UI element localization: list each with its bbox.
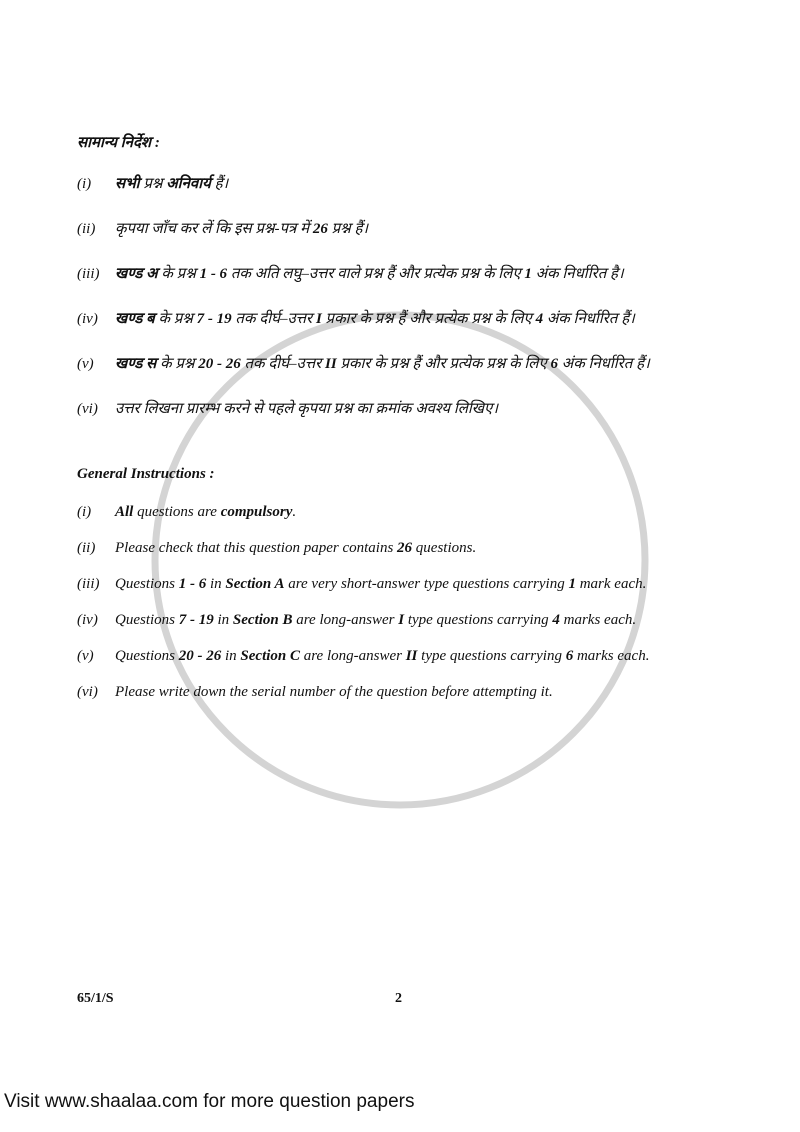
text-segment: Please check that this question paper contains bbox=[115, 540, 398, 556]
emphasis-text: 20 - 26 bbox=[178, 648, 222, 664]
item-number: (iii) bbox=[77, 266, 100, 282]
emphasis-text: II bbox=[405, 648, 418, 664]
instruction-item bbox=[77, 644, 729, 668]
emphasis-text: 7 - 19 bbox=[196, 311, 232, 327]
text-segment: प्रश्न हैं। bbox=[327, 221, 369, 237]
emphasis-text: 26 bbox=[397, 540, 413, 556]
text-segment: questions. bbox=[412, 540, 477, 556]
item-text bbox=[115, 644, 729, 668]
item-text bbox=[115, 500, 729, 524]
emphasis-text: II bbox=[325, 356, 337, 372]
item-text bbox=[115, 169, 729, 199]
page-content bbox=[77, 133, 729, 990]
text-segment: तक दीर्घ–उत्तर bbox=[231, 311, 316, 327]
item-number: (ii) bbox=[77, 540, 96, 556]
item-text bbox=[115, 608, 729, 632]
text-segment: के प्रश्न bbox=[157, 266, 200, 282]
text-segment: Please write down the serial number of the question before attempting it. bbox=[115, 684, 553, 700]
item-number: (i) bbox=[77, 176, 92, 192]
text-segment: अंक निर्धारित हैं। bbox=[557, 356, 650, 372]
emphasis-text: खण्ड ब bbox=[115, 311, 155, 327]
text-segment: प्रश्न bbox=[139, 176, 167, 192]
item-text bbox=[115, 394, 729, 424]
emphasis-text: Section A bbox=[225, 576, 285, 592]
emphasis-text: I bbox=[315, 311, 322, 327]
text-segment: mark each. bbox=[575, 576, 647, 592]
item-text bbox=[115, 214, 729, 244]
item-text bbox=[115, 304, 729, 334]
instruction-item bbox=[77, 500, 729, 524]
hindi-instructions bbox=[77, 169, 729, 424]
emphasis-text: 26 bbox=[312, 221, 328, 237]
text-segment: प्रकार के प्रश्न हैं और प्रत्येक प्रश्न के लिए bbox=[336, 356, 551, 372]
text-segment: Questions bbox=[115, 648, 179, 664]
item-text bbox=[115, 349, 729, 379]
emphasis-text: 6 bbox=[550, 356, 558, 372]
text-segment: . bbox=[292, 504, 297, 520]
item-number: (iii) bbox=[77, 576, 100, 592]
instruction-item bbox=[77, 349, 729, 379]
text-segment: उत्तर लिखना प्रारम्भ करने से पहले कृपया प्रश्न का क्रमांक अवश्य लिखिए। bbox=[115, 401, 499, 417]
emphasis-text: 20 - 26 bbox=[198, 356, 241, 372]
text-segment: हैं। bbox=[210, 176, 229, 192]
item-number: (iv) bbox=[77, 612, 98, 628]
instruction-item bbox=[77, 394, 729, 424]
instruction-item bbox=[77, 304, 729, 334]
promo-banner[interactable]: Visit www.shaalaa.com for more question papers bbox=[4, 1091, 415, 1112]
emphasis-text: सभी bbox=[115, 176, 140, 192]
item-number: (iv) bbox=[77, 311, 98, 327]
text-segment: questions are bbox=[133, 504, 221, 520]
emphasis-text: 1 - 6 bbox=[178, 576, 207, 592]
emphasis-text: 4 bbox=[535, 311, 544, 327]
text-segment: in bbox=[213, 612, 233, 628]
instruction-item bbox=[77, 259, 729, 289]
item-number: (vi) bbox=[77, 401, 98, 417]
emphasis-text: 1 bbox=[568, 576, 576, 592]
instruction-item bbox=[77, 536, 729, 560]
instruction-item bbox=[77, 572, 729, 596]
text-segment: Questions bbox=[115, 576, 179, 592]
text-segment: marks each. bbox=[573, 648, 650, 664]
text-segment: Questions bbox=[115, 612, 179, 628]
emphasis-text: 1 bbox=[524, 266, 532, 282]
item-text bbox=[115, 572, 729, 596]
text-segment: तक अति लघु–उत्तर वाले प्रश्न हैं और प्रत्येक प्रश्न के लिए bbox=[227, 266, 525, 282]
instruction-item bbox=[77, 608, 729, 632]
emphasis-text: Section B bbox=[232, 612, 293, 628]
text-segment: के प्रश्न bbox=[156, 356, 199, 372]
english-heading: General Instructions : bbox=[77, 466, 215, 482]
item-number: (v) bbox=[77, 356, 94, 372]
paper-code: 65/1/S bbox=[77, 991, 114, 1006]
page-number: 2 bbox=[395, 991, 402, 1006]
emphasis-text: खण्ड स bbox=[115, 356, 157, 372]
text-segment: तक दीर्घ–उत्तर bbox=[240, 356, 325, 372]
hindi-heading: सामान्य निर्देश : bbox=[77, 135, 160, 151]
text-segment: type questions carrying bbox=[417, 648, 566, 664]
text-segment: अंक निर्धारित है। bbox=[531, 266, 624, 282]
emphasis-text: अनिवार्य bbox=[166, 176, 211, 192]
text-segment: कृपया जाँच कर लें कि इस प्रश्न-पत्र में bbox=[115, 221, 313, 237]
item-number: (vi) bbox=[77, 684, 98, 700]
text-segment: in bbox=[221, 648, 241, 664]
emphasis-text: 7 - 19 bbox=[178, 612, 214, 628]
instruction-item bbox=[77, 680, 729, 704]
text-segment: are very short-answer type questions carrying bbox=[284, 576, 569, 592]
text-segment: are long-answer bbox=[292, 612, 399, 628]
instruction-item bbox=[77, 169, 729, 199]
emphasis-text: All bbox=[115, 504, 134, 520]
emphasis-text: Section C bbox=[240, 648, 301, 664]
text-segment: अंक निर्धारित हैं। bbox=[543, 311, 635, 327]
text-segment: प्रकार के प्रश्न हैं और प्रत्येक प्रश्न के लिए bbox=[321, 311, 536, 327]
item-number: (ii) bbox=[77, 221, 96, 237]
emphasis-text: खण्ड अ bbox=[115, 266, 158, 282]
english-instructions bbox=[77, 500, 729, 704]
item-number: (i) bbox=[77, 504, 92, 520]
emphasis-text: 4 bbox=[552, 612, 560, 628]
item-text bbox=[115, 680, 729, 704]
page-footer bbox=[77, 990, 729, 1008]
instruction-item bbox=[77, 214, 729, 244]
emphasis-text: 1 - 6 bbox=[199, 266, 228, 282]
text-segment: in bbox=[206, 576, 226, 592]
item-text bbox=[115, 536, 729, 560]
text-segment: marks each. bbox=[559, 612, 637, 628]
text-segment: के प्रश्न bbox=[154, 311, 197, 327]
item-text bbox=[115, 259, 729, 289]
text-segment: are long-answer bbox=[300, 648, 406, 664]
emphasis-text: 6 bbox=[565, 648, 574, 664]
emphasis-text: compulsory bbox=[220, 504, 293, 520]
text-segment: type questions carrying bbox=[404, 612, 553, 628]
item-number: (v) bbox=[77, 648, 94, 664]
emphasis-text: I bbox=[398, 612, 405, 628]
